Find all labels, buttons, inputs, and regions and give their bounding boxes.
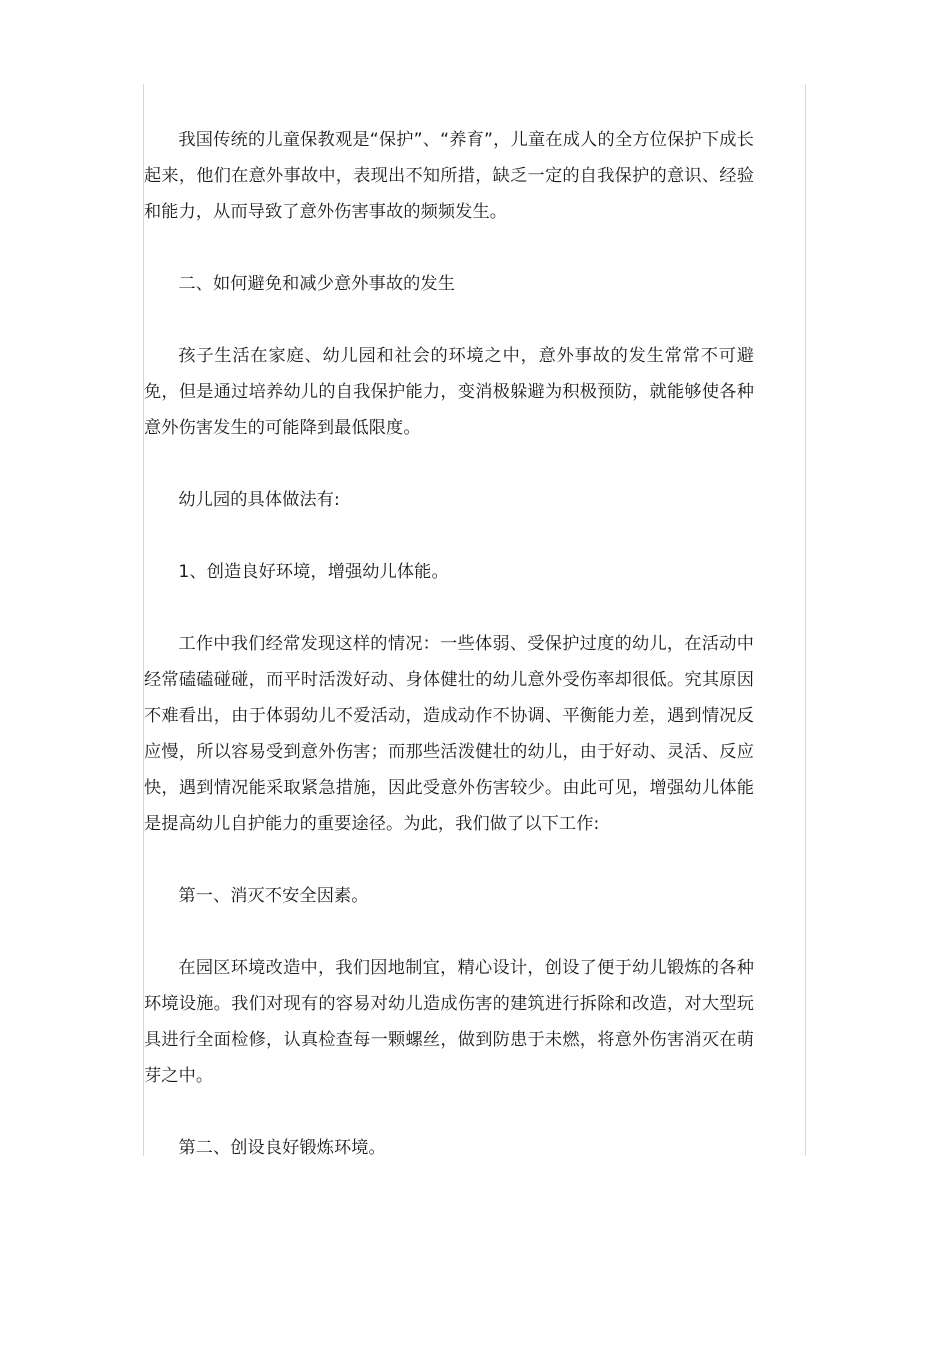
- section-heading: 二、如何避免和减少意外事故的发生: [178, 274, 455, 294]
- paragraph: 我国传统的儿童保教观是“保护”、“养育”，儿童在成人的全方位保护下成长起来，他们在意外事故中，表现出不知所措，缺乏一定的自我保护的意识、经验和能力，从而导致了意外伤害事故的频频发生。: [144, 130, 754, 222]
- subheading: 第一、消灭不安全因素。: [178, 886, 369, 906]
- paragraph: 孩子生活在家庭、幼儿园和社会的环境之中，意外事故的发生常常不可避免，但是通过培养幼儿的自我保护能力，变消极躲避为积极预防，就能够使各种意外伤害发生的可能降到最低限度。: [144, 346, 754, 438]
- document-body: [144, 122, 754, 1166]
- subheading: 第二、创设良好锻炼环境。: [178, 1138, 386, 1158]
- subheading: 1、创造良好环境，增强幼儿体能。: [178, 562, 449, 582]
- paragraph: 在园区环境改造中，我们因地制宜，精心设计，创设了便于幼儿锻炼的各种环境设施。我们对现有的容易对幼儿造成伤害的建筑进行拆除和改造，对大型玩具进行全面检修，认真检查每一颗螺丝，做到防患于未燃，将意外伤害消灭在萌芽之中。: [144, 958, 754, 1086]
- paragraph: 工作中我们经常发现这样的情况：一些体弱、受保护过度的幼儿，在活动中经常磕磕碰碰，而平时活泼好动、身体健壮的幼儿意外受伤率却很低。究其原因不难看出，由于体弱幼儿不爱活动，造成动作不协调、平衡能力差，遇到情况反应慢，所以容易受到意外伤害；而那些活泼健壮的幼儿，由于好动、灵活、反应快，遇到情况能采取紧急措施，因此受意外伤害较少。由此可见，增强幼儿体能是提高幼儿自护能力的重要途径。为此，我们做了以下工作:: [144, 634, 754, 834]
- paragraph: 幼儿园的具体做法有:: [178, 490, 340, 510]
